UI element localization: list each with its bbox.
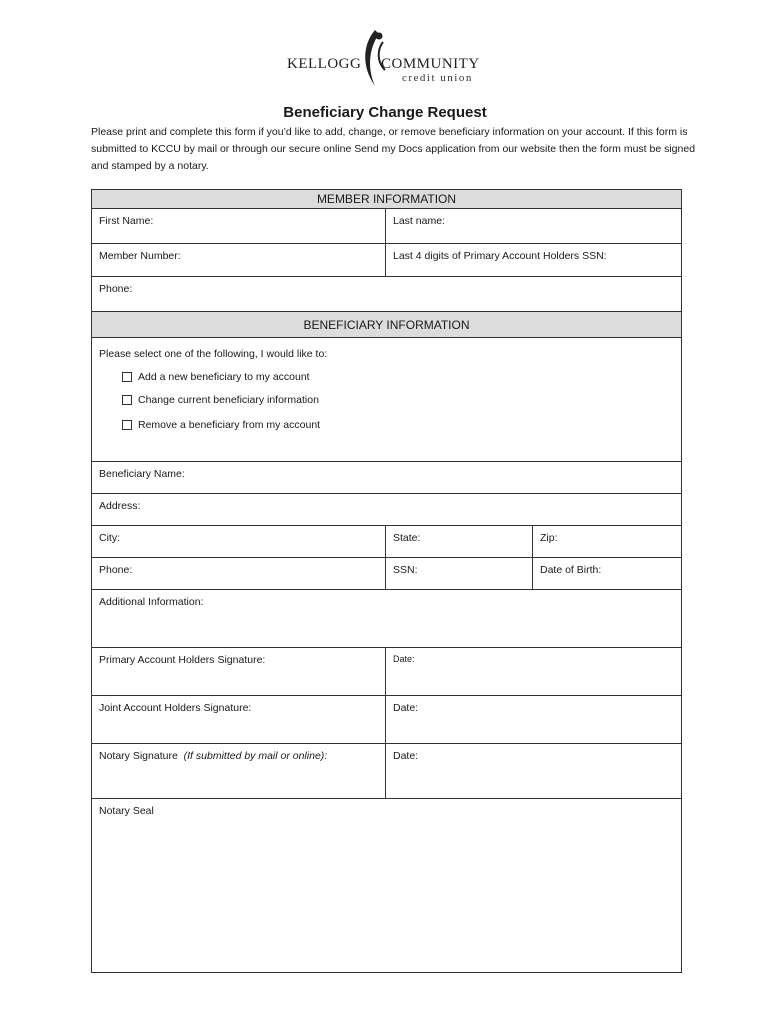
ssn-last4-field[interactable]: Last 4 digits of Primary Account Holders SSN: [393,250,607,262]
option-remove[interactable] [122,419,674,431]
dob-field[interactable]: Date of Birth: [540,564,602,576]
beneficiary-info-header: BENEFICIARY INFORMATION [92,312,681,338]
notary-seal-field: Notary Seal [99,805,154,817]
phone-row [92,558,681,590]
additional-info-field[interactable]: Additional Information: [99,596,204,608]
notary-note: (If submitted by mail or online): [183,750,328,762]
beneficiary-phone-field[interactable]: Phone: [92,558,386,589]
option-remove-label: Remove a beneficiary from my account [138,419,321,431]
city-field[interactable]: City: [92,526,386,557]
form-title: Beneficiary Change Request [283,104,487,121]
selection-prompt: Please select one of the following, I would like to: [99,348,328,360]
primary-date-field[interactable]: Date: [393,654,415,664]
logo-text-kellogg: KELLOGG [287,56,362,72]
option-add-label: Add a new beneficiary to my account [138,371,310,383]
logo-text-community: COMMUNITY [381,56,480,72]
notary-signature-row [92,744,681,799]
member-number-row [92,244,681,277]
beneficiary-name-row [92,462,681,494]
joint-date-field[interactable]: Date: [393,702,419,714]
address-field[interactable]: Address: [99,500,141,512]
notary-date-field[interactable]: Date: [393,750,419,762]
member-info-header: MEMBER INFORMATION [92,190,681,209]
primary-signature-field[interactable]: Primary Account Holders Signature: [92,648,386,695]
option-change[interactable] [122,394,674,406]
selection-row [92,338,681,462]
city-row [92,526,681,558]
zip-field[interactable]: Zip: [540,532,558,544]
member-name-row [92,209,681,244]
notary-signature-field[interactable] [92,744,386,798]
kccu-logo [287,26,487,86]
notary-signature-label: Notary Signature [99,750,178,762]
option-change-label: Change current beneficiary information [138,394,319,406]
checkbox-icon[interactable] [122,420,132,430]
additional-info-row [92,590,681,648]
primary-signature-row [92,648,681,696]
state-field[interactable]: State: [386,526,533,557]
beneficiary-name-field[interactable]: Beneficiary Name: [99,468,185,480]
beneficiary-form [91,189,682,973]
member-phone-row [92,277,681,312]
notary-seal-row [92,799,681,972]
first-name-field[interactable]: First Name: [92,209,386,243]
last-name-field[interactable]: Last name: [393,215,445,227]
form-instructions: Please print and complete this form if you’d like to add, change, or remove beneficiary information on your account. If this form is submitted to KCCU by mail or through our secure online Send my Docs application from our website then the form must be signed and stamped by a notary. [91,126,696,172]
ssn-field[interactable]: SSN: [386,558,533,589]
member-phone-field[interactable]: Phone: [99,283,133,295]
member-number-field[interactable]: Member Number: [92,244,386,276]
address-row [92,494,681,526]
joint-signature-field[interactable]: Joint Account Holders Signature: [92,696,386,743]
joint-signature-row [92,696,681,744]
checkbox-icon[interactable] [122,395,132,405]
checkbox-icon[interactable] [122,372,132,382]
option-add[interactable] [122,371,674,383]
logo-text-credit-union: credit union [402,72,473,84]
selection-block [92,338,681,461]
